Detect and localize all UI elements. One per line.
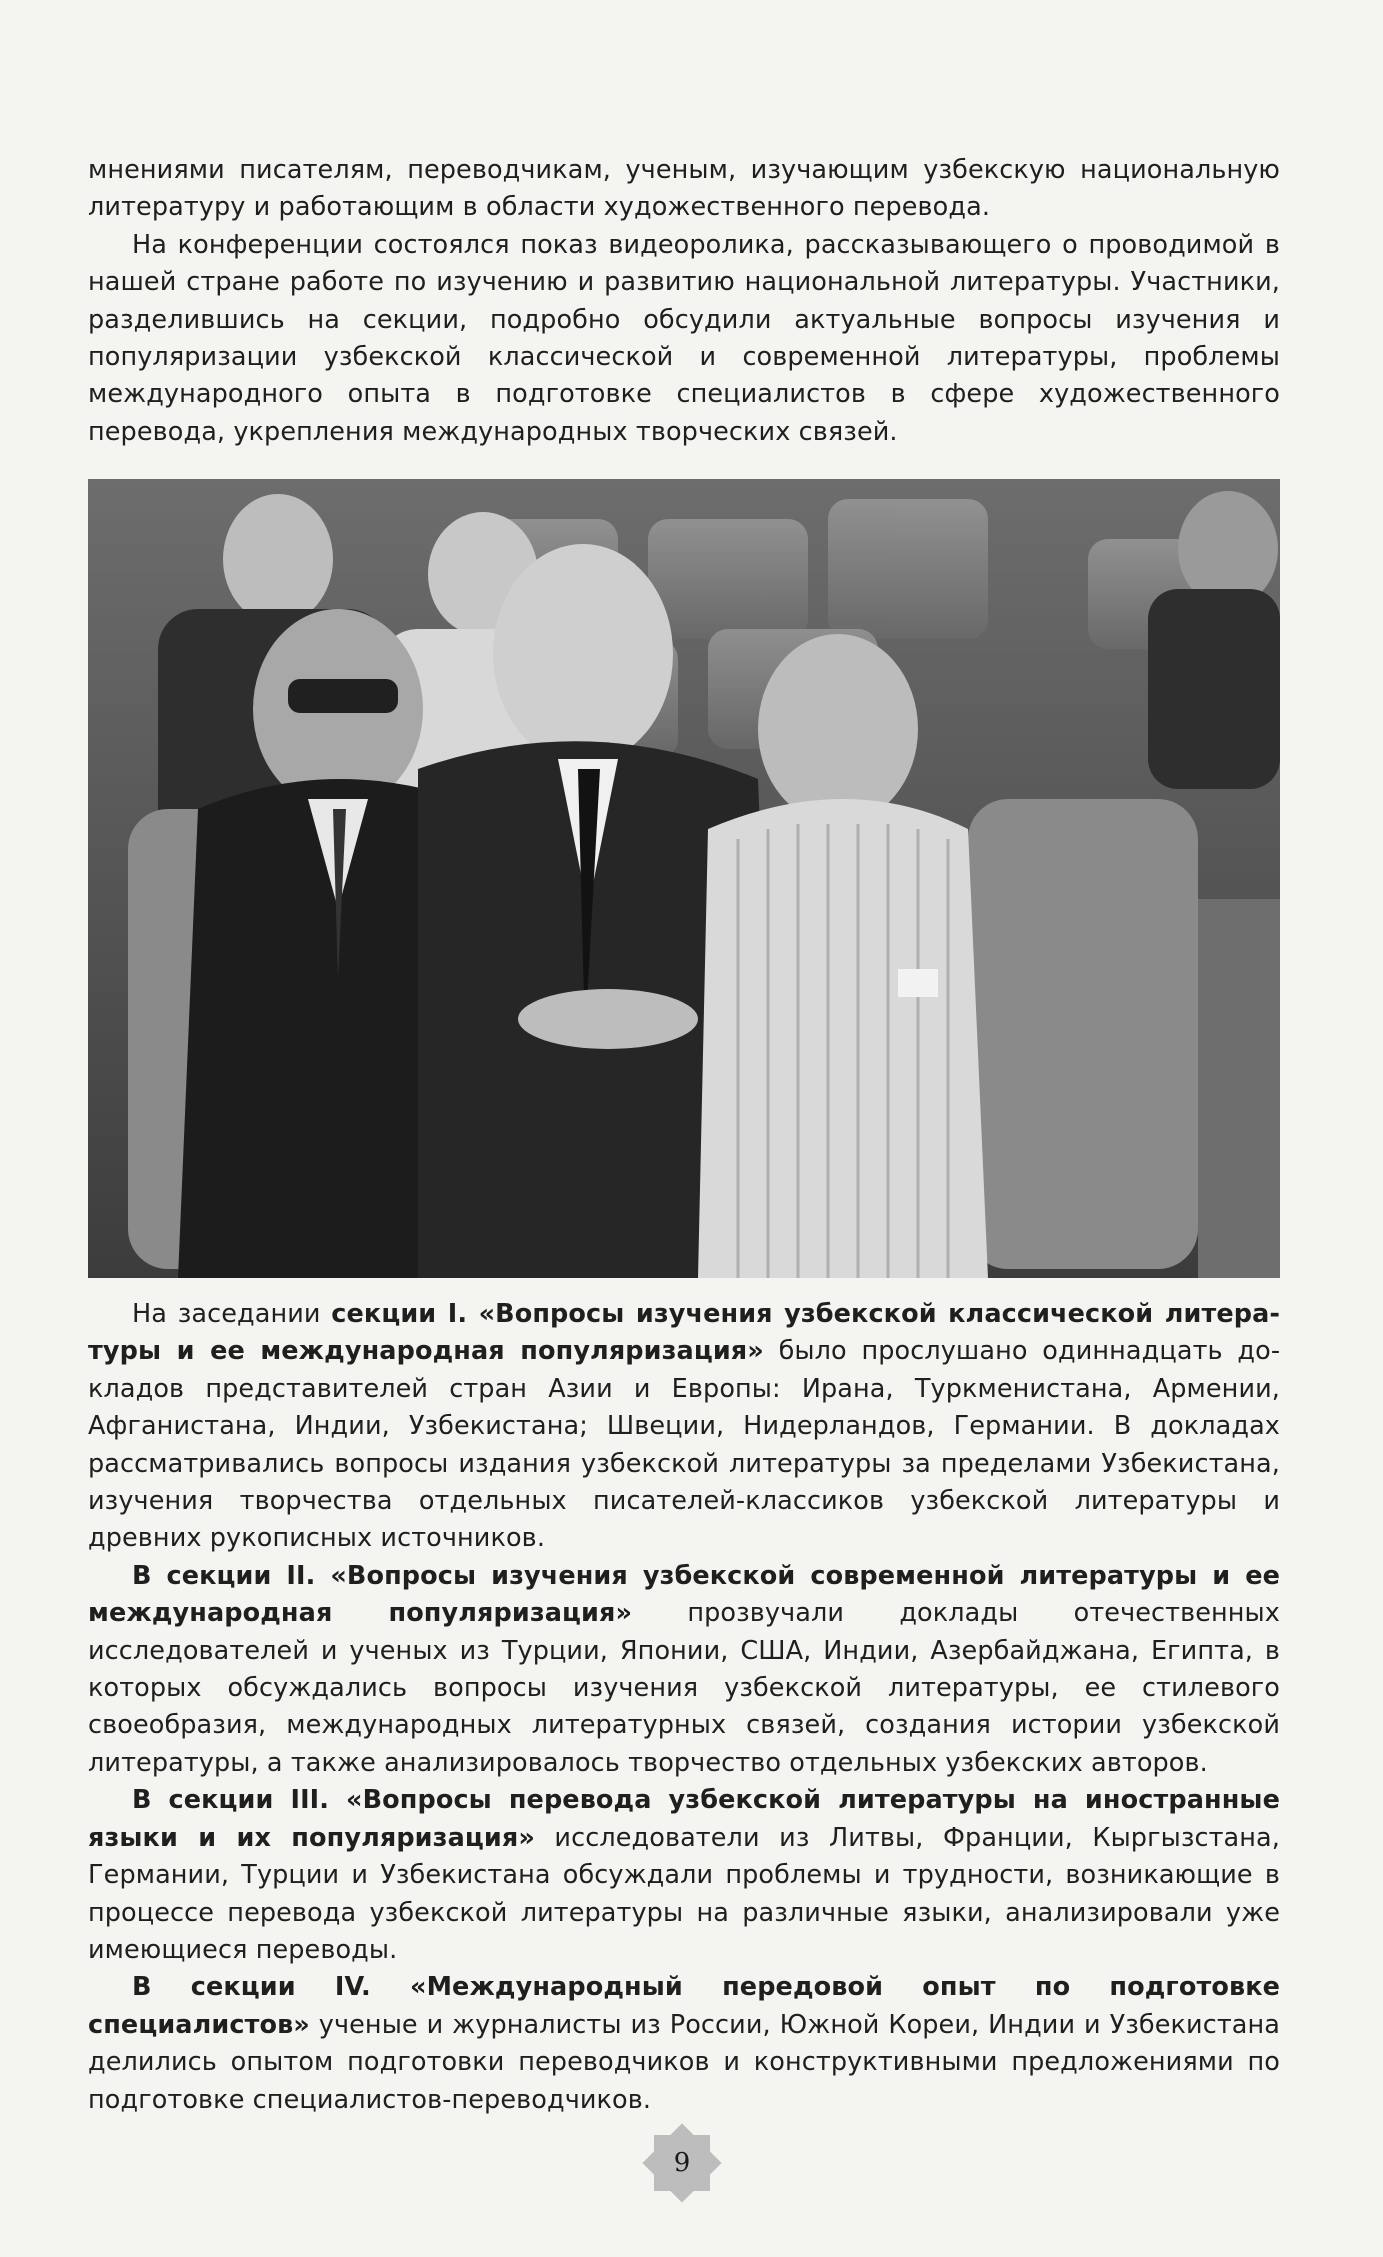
section-3-body: исследователи из Литвы, Франции, Кыргызстана, Германии, Турции и Узбекистана обсуждали проблемы и трудности, возникающие в процессе перевода узбекской литературы на различные языки, анализировали уже имеющиеся переводы. [88,1822,1280,1965]
section-2-title: В секции II. «Вопросы изучения узбекской современной литературы и ее международная популяризация» [88,1560,1280,1629]
section-paragraph-4 [88,1969,1280,2119]
section-1-body: было прослушано одиннадцать докладов представителей стран Азии и Европы: Ирана, Туркменистана, Армении, Афганистана, Индии, Узбекистана; Швеции, Нидерландов, Германии. В докладах рассматривались вопросы издания узбекской литературы за пределами Узбекистана, изучения творчества отдельных писателей-классиков узбекской литературы и древних рукописных источников. [88,1336,1281,1554]
section-3-title: В секции III. «Вопросы перевода узбекской литературы на иностранные языки и их популяризация» [88,1785,1280,1853]
conference-audience-photo-icon [88,479,1280,1278]
page-number: 9 [673,2148,691,2178]
conference-photo [88,479,1280,1278]
intro-paragraph-2: На конференции состоялся показ видеоролика, рассказывающего о проводимой в нашей стране работе по изучению и развитию национальной литературы. Участники, разделившись на секции, подробно обсудили актуальные вопросы изучения и популяризации узбекской классической и современной литературы, проблемы международного опыта в подготовке специалистов в сфере художественного перевода, укрепления международных творческих связей. [88,229,1280,447]
section-paragraph-2 [88,1558,1280,1782]
section-4-title: В секции IV. «Международный передовой опыт по подготовке специалистов» [88,1972,1280,2040]
sections-text [88,1296,1280,2119]
section-2-body: прозвучали доклады отечественных исследователей и ученых из Турции, Японии, США, Индии, Азербайджана, Египта, в которых обсуждались вопросы изучения узбекской литературы, ее стилевого своеобразия, международных литературных связей, создания истории узбекской литературы, а также анализировалось творчество отдельных узбекских авторов. [88,1598,1280,1778]
section-paragraph-1 [88,1296,1280,1558]
section-4-body: ученые и журналисты из России, Южной Кореи, Индии и Узбекистана делились опытом подготовки переводчиков и конструктивными предложениями по подготовке специалистов-переводчиков. [88,2009,1280,2115]
section-1-title: секции I. «Вопросы изучения узбекской классической литературы и ее международная популяризация» [88,1299,1281,1367]
section-paragraph-3 [88,1782,1280,1969]
intro-paragraph-1: мнениями писателям, переводчикам, ученым, изучающим узбекскую национальную литературу и работающим в области художественного перевода. [88,155,1280,223]
page-number-badge [637,2118,727,2208]
intro-text [88,152,1280,451]
section-1-prefix: На заседании [132,1299,332,1329]
